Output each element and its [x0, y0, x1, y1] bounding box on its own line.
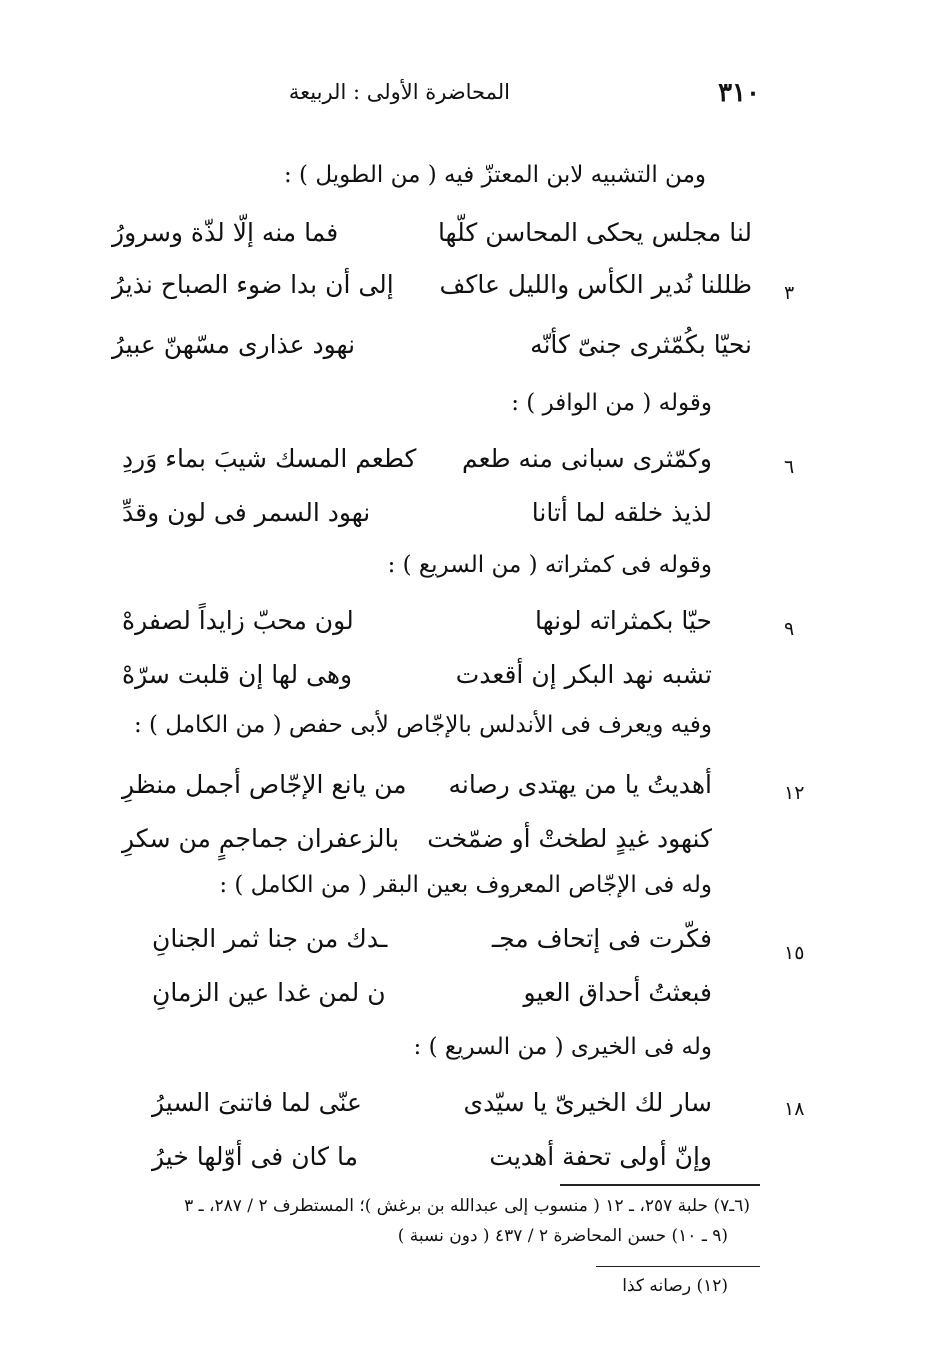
hemistich-second: من يانع الإجّاص أجمل منظرِ: [122, 770, 407, 799]
verse-line: [122, 762, 712, 812]
hemistich-second: فما منه إلّا لذّة وسرورُ: [112, 218, 339, 247]
verse-line: [152, 1134, 712, 1184]
verse-line: [122, 652, 712, 702]
page-number: ٣١٠: [718, 78, 760, 108]
line-number: ٦: [784, 456, 795, 478]
verse-line: [122, 816, 712, 866]
hemistich-second: ما كان فى أوّلها خيرُ: [152, 1142, 359, 1171]
hemistich-first: وكمّثرى سبانى منه طعم: [461, 444, 712, 473]
verse-line: [112, 262, 752, 312]
hemistich-second: وهى لها إن قلبت سرّهْ: [122, 660, 353, 689]
footnote-rule: [560, 1184, 760, 1186]
verse-intro: وله فى الإجّاص المعروف بعين البقر ( من الكامل ) :: [219, 872, 712, 898]
hemistich-first: حيّا بكمثراته لونها: [534, 606, 712, 635]
verse-intro: وله فى الخيرى ( من السريع ) :: [413, 1034, 712, 1060]
hemistich-first: ظللنا نُدير الكأس والليل عاكف: [439, 270, 752, 299]
line-number: ١٢: [784, 782, 805, 804]
line-number: ١٨: [784, 1098, 805, 1120]
hemistich-second: لون محبّ زايداً لصفرهْ: [122, 606, 354, 635]
hemistich-first: كنهود غيدٍ لطختْ أو ضمّخت: [427, 824, 712, 853]
verse-line: [112, 210, 752, 260]
hemistich-second: ـدك من جنا ثمر الجنانِ: [152, 924, 388, 953]
hemistich-first: سار لك الخيرىّ يا سيّدى: [463, 1088, 712, 1117]
footnote: (٩ ـ ١٠) حسن المحاضرة ٢ / ٤٣٧ ( دون نسبة ): [397, 1226, 728, 1246]
verse-line: [112, 322, 752, 372]
running-head: [60, 78, 760, 114]
hemistich-second: عنّى لما فاتنىَ السيرُ: [152, 1088, 362, 1117]
hemistich-first: تشبه نهد البكر إن أقعدت: [455, 660, 712, 689]
hemistich-second: ن لمن غدا عين الزمانِ: [152, 978, 386, 1007]
hemistich-second: إلى أن بدا ضوء الصباح نذيرُ: [112, 270, 394, 299]
hemistich-first: أهديتُ يا من يهتدى رصانه: [448, 770, 712, 799]
verse-line: [122, 598, 712, 648]
hemistich-second: بالزعفران جماجمٍ من سكرِ: [122, 824, 400, 853]
verse-intro: ومن التشبيه لابن المعتزّ فيه ( من الطويل ) :: [283, 162, 706, 188]
line-number: ٣: [784, 282, 795, 304]
hemistich-first: فبعثتُ أحداق العيو: [523, 978, 712, 1007]
verse-intro: وقوله فى كمثراته ( من السريع ) :: [387, 552, 712, 578]
verse-line: [122, 436, 712, 486]
verse-line: [152, 970, 712, 1020]
hemistich-first: لنا مجلس يحكى المحاسن كلّها: [437, 218, 752, 247]
hemistich-first: وإنّ أولى تحفة أهديت: [489, 1142, 712, 1171]
hemistich-first: فكّرت فى إتحاف مجـ: [491, 924, 712, 953]
verse-line: [122, 490, 712, 540]
hemistich-first: لذيذ خلقه لما أتانا: [531, 498, 712, 527]
footnote: (١٢) رصانه كذا: [622, 1276, 728, 1296]
hemistich-second: نهود عذارى مسّهنّ عبيرُ: [112, 330, 356, 359]
chapter-title: المحاضرة الأولى : الربيعة: [288, 80, 510, 104]
footnote: (٦ـ٧) حلبة ٢٥٧، ـ ١٢ ( منسوب إلى عبدالله بن برغش )؛ المستطرف ٢ / ٢٨٧، ـ ٣: [184, 1196, 750, 1216]
verse-intro: وفيه ويعرف فى الأندلس بالإجّاص لأبى حفص ( من الكامل ) :: [133, 712, 712, 738]
hemistich-second: نهود السمر فى لون وقدِّ: [122, 498, 371, 527]
footnote-rule: [596, 1266, 760, 1267]
line-number: ٩: [784, 618, 795, 640]
verse-line: [152, 1080, 712, 1130]
hemistich-first: نحيّا بكُمّثرى جنىّ كأنّه: [530, 330, 752, 359]
hemistich-second: كطعم المسك شيبَ بماء وَردِ: [122, 444, 417, 473]
line-number: ١٥: [784, 942, 805, 964]
verse-line: [152, 916, 712, 966]
verse-intro: وقوله ( من الوافر ) :: [511, 390, 712, 416]
